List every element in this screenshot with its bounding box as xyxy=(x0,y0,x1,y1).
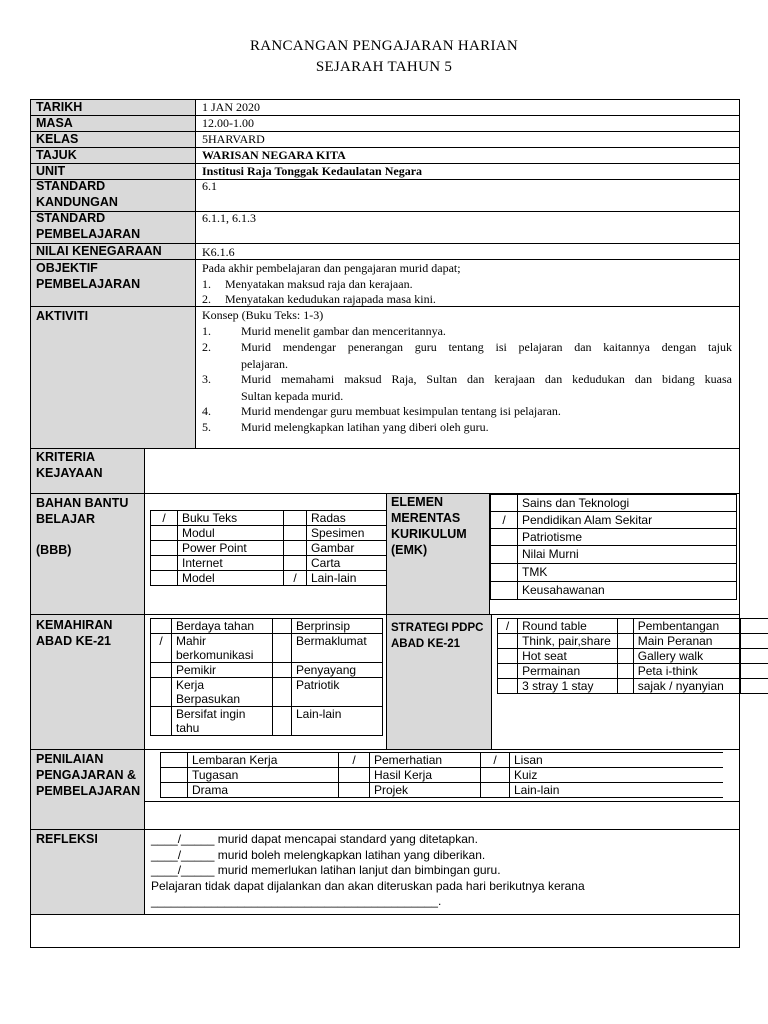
penilaian-item: Kuiz xyxy=(510,768,724,783)
penilaian-item: Projek xyxy=(370,783,481,798)
label-objektif: OBJEKTIF PEMBELAJARAN xyxy=(36,261,141,291)
emk-item: Keusahawanan xyxy=(518,582,737,600)
strategi-extra-cell xyxy=(741,634,768,649)
abad21-item: Patriotik xyxy=(292,678,383,707)
label-aktiviti: AKTIVITI xyxy=(36,309,89,323)
emk-row xyxy=(491,495,737,512)
strategi-checkbox[interactable] xyxy=(617,679,633,694)
bbb-item: Carta xyxy=(307,556,391,571)
refleksi-line-4: Pelajaran tidak dapat dijalankan dan akan diteruskan pada hari berikutnya kerana xyxy=(151,879,585,893)
bbb-checkbox[interactable] xyxy=(151,556,178,571)
penilaian-checkbox[interactable]: / xyxy=(481,753,510,768)
bbb-item: Power Point xyxy=(178,541,284,556)
penilaian-checkbox[interactable] xyxy=(339,783,370,798)
penilaian-item: Lisan xyxy=(510,753,724,768)
strategi-extra-cell xyxy=(741,664,768,679)
emk-checkbox[interactable] xyxy=(491,495,518,512)
emk-item: Nilai Murni xyxy=(518,546,737,564)
abad21-checkbox[interactable] xyxy=(151,678,172,707)
refleksi-line-2: ____/_____ murid boleh melengkapkan latihan yang diberikan. xyxy=(151,848,486,862)
strategi-row xyxy=(498,664,768,679)
penilaian-item: Drama xyxy=(188,783,339,798)
bbb-item: Internet xyxy=(178,556,284,571)
abad21-checkbox[interactable] xyxy=(273,678,292,707)
bbb-checkbox[interactable] xyxy=(284,511,307,526)
abad21-checkbox[interactable] xyxy=(151,619,172,634)
bbb-checkbox[interactable]: / xyxy=(151,511,178,526)
emk-row xyxy=(491,546,737,564)
abad21-row xyxy=(151,707,383,736)
objektif-item-1: Menyatakan maksud raja dan kerajaan. xyxy=(225,277,413,291)
abad21-item: Bermaklumat xyxy=(292,634,383,663)
emk-item: TMK xyxy=(518,564,737,582)
penilaian-checkbox[interactable] xyxy=(161,768,188,783)
abad21-row xyxy=(151,663,383,678)
label-nilai-kenegaraan: NILAI KENEGARAAN xyxy=(36,244,162,258)
bbb-item: Gambar xyxy=(307,541,391,556)
bbb-checkbox[interactable] xyxy=(284,541,307,556)
bbb-checkbox[interactable]: / xyxy=(284,571,307,586)
bbb-row xyxy=(151,556,391,571)
aktiviti-item-4: Murid mendengar guru membuat kesimpulan tentang isi pelajaran. xyxy=(241,404,561,418)
strategi-item: Peta i-think xyxy=(633,664,741,679)
bbb-item: Modul xyxy=(178,526,284,541)
penilaian-item: Hasil Kerja xyxy=(370,768,481,783)
strategi-extra-cell xyxy=(741,619,768,634)
label-penilaian xyxy=(36,751,142,799)
bbb-item: Radas xyxy=(307,511,391,526)
strategi-item: sajak / nyanyian xyxy=(633,679,741,694)
emk-row xyxy=(491,529,737,546)
bbb-checkbox[interactable] xyxy=(284,556,307,571)
bbb-checkbox[interactable] xyxy=(151,571,178,586)
abad21-item: Penyayang xyxy=(292,663,383,678)
abad21-row xyxy=(151,619,383,634)
aktiviti-item-2-line-2: pelajaran. xyxy=(241,357,288,371)
abad21-item: Berdaya tahan xyxy=(172,619,273,634)
strategi-checkbox[interactable] xyxy=(498,679,518,694)
emk-checkbox[interactable] xyxy=(491,582,518,600)
strategi-checkbox[interactable] xyxy=(617,619,633,634)
objektif-intro: Pada akhir pembelajaran dan pengajaran murid dapat; xyxy=(202,261,461,275)
aktiviti-num-1: 1. xyxy=(202,324,211,338)
abad21-checkbox[interactable] xyxy=(151,663,172,678)
strategi-checkbox[interactable] xyxy=(617,649,633,664)
abad21-item: Mahir berkomunikasi xyxy=(172,634,273,663)
emk-checkbox[interactable] xyxy=(491,546,518,564)
value-masa: 12.00-1.00 xyxy=(202,116,254,130)
penilaian-checkbox[interactable]: / xyxy=(339,753,370,768)
strategi-extra-cell xyxy=(741,649,768,664)
aktiviti-num-3: 3. xyxy=(202,372,211,386)
abad21-item: Kerja Berpasukan xyxy=(172,678,273,707)
penilaian-item: Lain-lain xyxy=(510,783,724,798)
label-kelas: KELAS xyxy=(36,132,79,146)
value-standard-kandungan: 6.1 xyxy=(202,179,217,193)
penilaian-item: Pemerhatian xyxy=(370,753,481,768)
label-standard-pembelajaran: STANDARD PEMBELAJARAN xyxy=(36,211,141,241)
strategi-checkbox[interactable] xyxy=(498,649,518,664)
bbb-checkbox[interactable] xyxy=(151,526,178,541)
abad21-checkbox[interactable] xyxy=(273,707,292,736)
strategi-item: Think, pair,share xyxy=(518,634,618,649)
objektif-num-2: 2. xyxy=(202,292,211,306)
emk-item: Pendidikan Alam Sekitar xyxy=(518,512,737,529)
abad21-row xyxy=(151,634,383,663)
strategi-row xyxy=(498,649,768,664)
refleksi-line-3: ____/_____ murid memerlukan latihan lanjut dan bimbingan guru. xyxy=(151,863,501,877)
abad21-table xyxy=(150,618,383,736)
emk-checkbox[interactable] xyxy=(491,564,518,582)
bbb-row xyxy=(151,511,391,526)
emk-checkbox[interactable] xyxy=(491,529,518,546)
label-bbb-short: (BBB) xyxy=(36,543,72,557)
objektif-item-2: Menyatakan kedudukan rajapada masa kini. xyxy=(225,292,436,306)
strategi-item: Hot seat xyxy=(518,649,618,664)
refleksi-line-1: ____/_____ murid dapat mencapai standard yang ditetapkan. xyxy=(151,832,478,846)
strategi-checkbox[interactable] xyxy=(498,634,518,649)
penilaian-checkbox[interactable] xyxy=(481,783,510,798)
strategi-item: Round table xyxy=(518,619,618,634)
bbb-checkbox[interactable] xyxy=(284,526,307,541)
document-subtitle: SEJARAH TAHUN 5 xyxy=(315,59,453,75)
aktiviti-num-2: 2. xyxy=(202,340,211,354)
strategi-item: Main Peranan xyxy=(633,634,741,649)
strategi-item: Permainan xyxy=(518,664,618,679)
label-kriteria: KRITERIA KEJAYAAN xyxy=(36,450,103,480)
penilaian-row xyxy=(161,768,724,783)
penilaian-table xyxy=(160,752,723,798)
label-emk: ELEMEN MERENTAS KURIKULUM (EMK) xyxy=(391,495,467,557)
emk-item: Sains dan Teknologi xyxy=(518,495,737,512)
penilaian-checkbox[interactable] xyxy=(339,768,370,783)
abad21-checkbox[interactable] xyxy=(273,663,292,678)
abad21-item: Bersifat ingin tahu xyxy=(172,707,273,736)
label-penilaian-text: PENILAIAN PENGAJARAN & PEMBELAJARAN xyxy=(36,752,141,798)
strategi-row xyxy=(498,634,768,649)
emk-row xyxy=(491,582,737,600)
label-tajuk: TAJUK xyxy=(36,148,77,162)
penilaian-item: Lembaran Kerja xyxy=(188,753,339,768)
aktiviti-item-2-line-1: Murid mendengar penerangan guru tentang isi pelajaran dan kaitannya dengan tajuk xyxy=(241,340,732,354)
abad21-item: Berprinsip xyxy=(292,619,383,634)
abad21-row xyxy=(151,678,383,707)
aktiviti-item-3-line-2: Sultan kepada murid. xyxy=(241,389,344,403)
bbb-row xyxy=(151,541,391,556)
strategi-row xyxy=(498,619,768,634)
document-title: RANCANGAN PENGAJARAN HARIAN xyxy=(249,38,519,54)
strategi-checkbox[interactable] xyxy=(498,664,518,679)
penilaian-row xyxy=(161,753,724,768)
label-kemahiran-abad21: KEMAHIRAN ABAD KE-21 xyxy=(36,618,113,648)
bbb-checkbox[interactable] xyxy=(151,541,178,556)
aktiviti-item-3-line-1: Murid memahami maksud Raja, Sultan dan kerajaan dan kedudukan dan bidang kuasa xyxy=(241,372,732,386)
strategi-extra-cell xyxy=(741,679,768,694)
penilaian-row xyxy=(161,783,724,798)
abad21-checkbox[interactable] xyxy=(273,619,292,634)
refleksi-line-5: ___________________________________________. xyxy=(151,894,442,908)
bbb-item: Model xyxy=(178,571,284,586)
bbb-row xyxy=(151,526,391,541)
penilaian-item: Tugasan xyxy=(188,768,339,783)
aktiviti-item-5: Murid melengkapkan latihan yang diberi oleh guru. xyxy=(241,420,489,434)
value-standard-pembelajaran: 6.1.1, 6.1.3 xyxy=(202,211,256,225)
penilaian-checkbox[interactable] xyxy=(481,768,510,783)
strategi-row xyxy=(498,679,768,694)
penilaian-checkbox[interactable] xyxy=(161,753,188,768)
aktiviti-num-5: 5. xyxy=(202,420,211,434)
value-kelas: 5HARVARD xyxy=(202,132,265,146)
strategi-checkbox[interactable]: / xyxy=(498,619,518,634)
value-unit: Institusi Raja Tonggak Kedaulatan Negara xyxy=(202,164,423,178)
label-masa: MASA xyxy=(36,116,73,130)
aktiviti-item-1: Murid menelit gambar dan menceritannya. xyxy=(241,324,446,338)
bbb-item: Spesimen xyxy=(307,526,391,541)
abad21-item: Lain-lain xyxy=(292,707,383,736)
label-refleksi: REFLEKSI xyxy=(36,832,98,846)
strategi-item: 3 stray 1 stay xyxy=(518,679,618,694)
value-tarikh: 1 JAN 2020 xyxy=(202,100,261,114)
aktiviti-num-4: 4. xyxy=(202,404,211,418)
bbb-item: Buku Teks xyxy=(178,511,284,526)
abad21-checkbox[interactable] xyxy=(273,634,292,663)
abad21-checkbox[interactable]: / xyxy=(151,634,172,663)
label-tarikh: TARIKH xyxy=(36,100,83,114)
emk-checkbox[interactable]: / xyxy=(491,512,518,529)
bbb-table xyxy=(150,510,391,586)
value-tajuk: WARISAN NEGARA KITA xyxy=(202,148,346,162)
label-strategi: STRATEGI PDPC ABAD KE-21 xyxy=(391,622,484,650)
emk-item: Patriotisme xyxy=(518,529,737,546)
aktiviti-intro: Konsep (Buku Teks: 1-3) xyxy=(202,308,324,322)
emk-table xyxy=(490,494,737,600)
strategi-item: Pembentangan xyxy=(633,619,741,634)
strategi-checkbox[interactable] xyxy=(617,634,633,649)
bbb-row xyxy=(151,571,391,586)
abad21-item: Pemikir xyxy=(172,663,273,678)
label-bbb: BAHAN BANTU BELAJAR xyxy=(36,496,129,526)
strategi-table xyxy=(497,618,768,694)
penilaian-checkbox[interactable] xyxy=(161,783,188,798)
value-nilai-kenegaraan: K6.1.6 xyxy=(202,245,235,259)
abad21-checkbox[interactable] xyxy=(151,707,172,736)
label-standard-kandungan: STANDARD KANDUNGAN xyxy=(36,179,118,209)
strategi-item: Gallery walk xyxy=(633,649,741,664)
emk-row xyxy=(491,564,737,582)
label-unit: UNIT xyxy=(36,164,66,178)
strategi-checkbox[interactable] xyxy=(617,664,633,679)
emk-row xyxy=(491,512,737,529)
objektif-num-1: 1. xyxy=(202,277,211,291)
bbb-item: Lain-lain xyxy=(307,571,391,586)
